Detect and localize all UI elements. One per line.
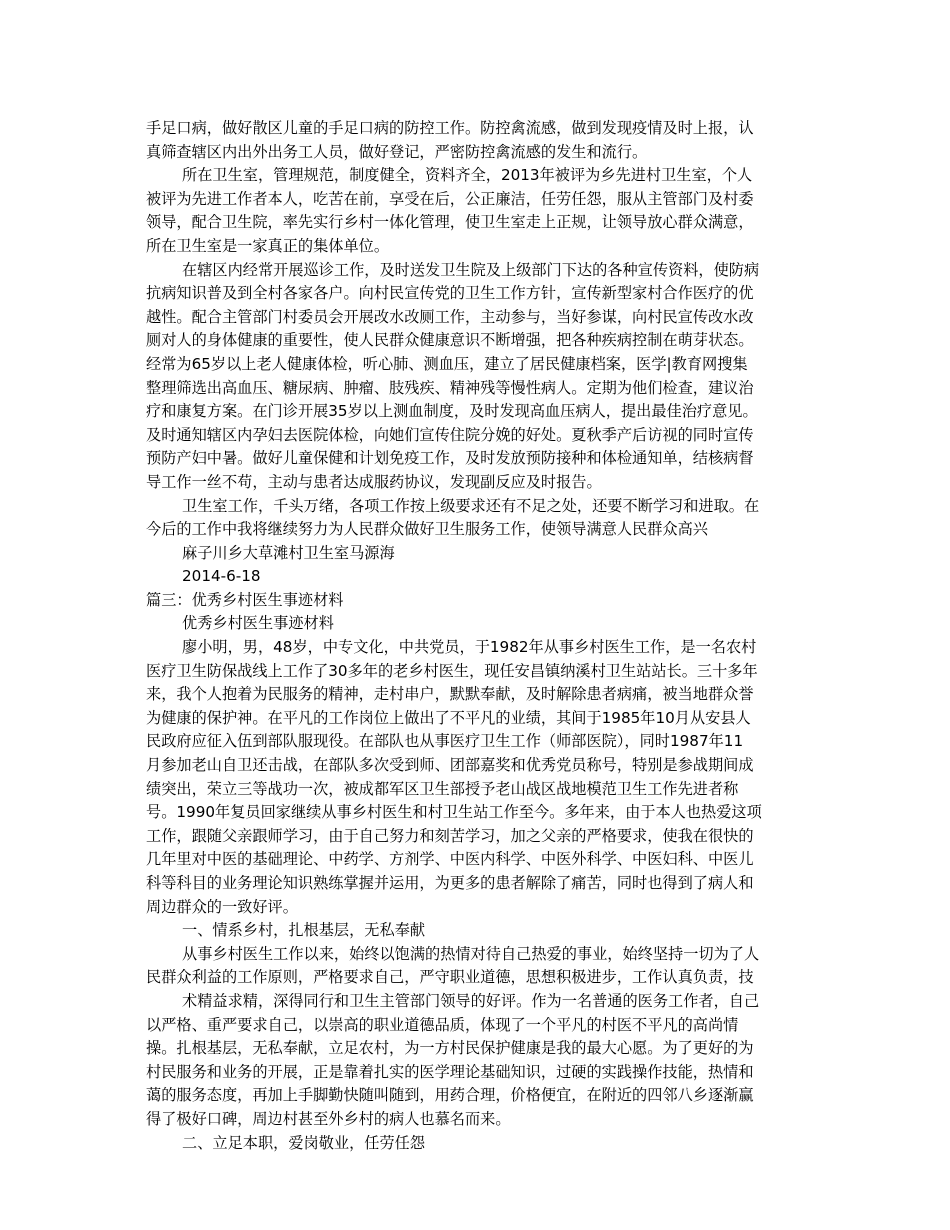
- text-line: 操。扎根基层，无私奉献，立足农村，为一方村民保护健康是我的最大心愿。为了更好的为: [146, 1039, 754, 1058]
- text-line: 在辖区内经常开展巡诊工作，及时送发卫生院及上级部门下达的各种宣传资料，使防病: [182, 260, 760, 279]
- text-line: 疗和康复方案。在门诊开展35岁以上测血制度，及时发现高血压病人，提出最佳治疗意见。: [146, 402, 758, 421]
- text-line: 医疗卫生防保战线上工作了30多年的老乡村医生，现任安昌镇纳溪村卫生站站长。三十多年: [146, 661, 758, 680]
- text-line: 周边群众的一致好评。: [146, 897, 298, 916]
- text-line: 科等科目的业务理论知识熟练掌握并运用，为更多的患者解除了痛苦，同时也得到了病人和: [146, 874, 754, 892]
- text-line: 越性。配合主管部门村委员会开展改水改厕工作，主动参与，当好参谋，向村民宣传改水改: [146, 307, 754, 326]
- text-line: 二、立足本职，爱岗敬业，任劳任怨: [182, 1133, 425, 1152]
- text-line: 一、情系乡村，扎根基层，无私奉献: [182, 921, 425, 940]
- text-line: 今后的工作中我将继续努力为人民群众做好卫生服务工作，使领导满意人民群众高兴: [146, 520, 708, 539]
- text-line: 被评为先进工作者本人，吃苦在前，享受在后，公正廉洁，任劳任怨，服从主管部门及村委: [146, 189, 754, 208]
- text-line: 所在卫生室是一家真正的集体单位。: [146, 236, 389, 255]
- text-line: 导工作一丝不苟，主动与患者达成服药协议，发现副反应及时报告。: [146, 472, 602, 491]
- text-line: 卫生室工作，千头万绪，各项工作按上级要求还有不足之处，还要不断学习和进取。在: [182, 496, 760, 515]
- text-line: 所在卫生室，管理规范，制度健全，资料齐全，2013年被评为乡先进村卫生室，个人: [182, 166, 753, 185]
- text-line: 预防产妇中暑。做好儿童保健和计划免疫工作，及时发放预防接种和体检通知单，结核病督: [146, 449, 754, 468]
- text-line: 麻子川乡大草滩村卫生室马源海: [182, 543, 395, 562]
- text-line: 从事乡村医生工作以来，始终以饱满的热情对待自己热爱的事业，始终坚持一切为了人: [182, 944, 760, 963]
- text-line: 2014-6-18: [182, 567, 261, 586]
- text-line: 术精益求精，深得同行和卫生主管部门领导的好评。作为一名普通的医务工作者，自己: [182, 991, 760, 1010]
- text-line: 真筛查辖区内出外出务工人员，做好登记，严密防控禽流感的发生和流行。: [146, 142, 648, 161]
- text-line: 得了极好口碑，周边村甚至外乡村的病人也慕名而来。: [146, 1109, 511, 1128]
- text-line: 蔼的服务态度，再加上手脚勤快随叫随到，用药合理，价格便宜，在附近的四邻八乡逐渐赢: [146, 1086, 754, 1105]
- text-line: 以严格、重严要求自己，以崇高的职业道德品质，体现了一个平凡的村医不平凡的高尚情: [146, 1015, 739, 1034]
- text-line: 厕对人的身体健康的重要性，使人民群众健康意识不断增强，把各种疾病控制在萌芽状态。: [146, 331, 754, 350]
- text-line: 抗病知识普及到全村各家各户。向村民宣传党的卫生工作方针，宣传新型家村合作医疗的优: [146, 284, 754, 303]
- text-line: 号。1990年复员回家继续从事乡村医生和村卫生站工作至今。多年来，由于本人也热爱这项: [146, 803, 762, 822]
- text-line: 绩突出，荣立三等战功一次，被成都军区卫生部授予老山战区战地模范卫生工作先进者称: [146, 779, 739, 798]
- text-line: 廖小明，男，48岁，中专文化，中共党员，于1982年从事乡村医生工作，是一名农村: [182, 638, 757, 657]
- text-line: 几年里对中医的基础理论、中药学、方剂学、中医内科学、中医外科学、中医妇科、中医儿: [146, 850, 754, 869]
- text-line: 整理筛选出高血压、糖尿病、肿瘤、肢残疾、精神残等慢性病人。定期为他们检查，建议治: [146, 378, 754, 397]
- text-line: 月参加老山自卫还击战，在部队多次受到师、团部嘉奖和优秀党员称号，特别是参战期间成: [146, 756, 754, 775]
- text-line: 民群众利益的工作原则，严格要求自己，严守职业道德，思想积极进步，工作认真负责，技: [146, 968, 754, 987]
- text-line: 领导，配合卫生院，率先实行乡村一体化管理，使卫生室走上正规，让领导放心群众满意，: [146, 213, 754, 232]
- text-line: 工作，跟随父亲跟师学习，由于自己努力和刻苦学习，加之父亲的严格要求，使我在很快的: [146, 826, 754, 845]
- text-line: 为健康的保护神。在平凡的工作岗位上做出了不平凡的业绩，其间于1985年10月从安县人: [146, 708, 751, 727]
- document-body: [146, 117, 816, 1155]
- text-line: 民政府应征入伍到部队服现役。在部队也从事医疗卫生工作（师部医院），同时1987年11: [146, 732, 744, 751]
- text-line: 及时通知辖区内孕妇去医院体检，向她们宣传住院分娩的好处。夏秋季产后访视的同时宣传: [146, 425, 754, 444]
- text-line: 经常为65岁以上老人健康体检，听心肺、测血压，建立了居民健康档案，医学|教育网搜集: [146, 354, 748, 373]
- text-line: 篇三：优秀乡村医生事迹材料: [146, 590, 344, 609]
- text-line: 优秀乡村医生事迹材料: [182, 614, 334, 633]
- text-line: 来，我个人抱着为民服务的精神，走村串户，默默奉献，及时解除患者病痛，被当地群众誉: [146, 685, 754, 704]
- text-line: 村民服务和业务的开展，正是靠着扎实的医学理论基础知识，过硬的实践操作技能，热情和: [146, 1062, 754, 1081]
- text-line: 手足口病，做好散区儿童的手足口病的防控工作。防控禽流感，做到发现疫情及时上报，认: [146, 119, 754, 137]
